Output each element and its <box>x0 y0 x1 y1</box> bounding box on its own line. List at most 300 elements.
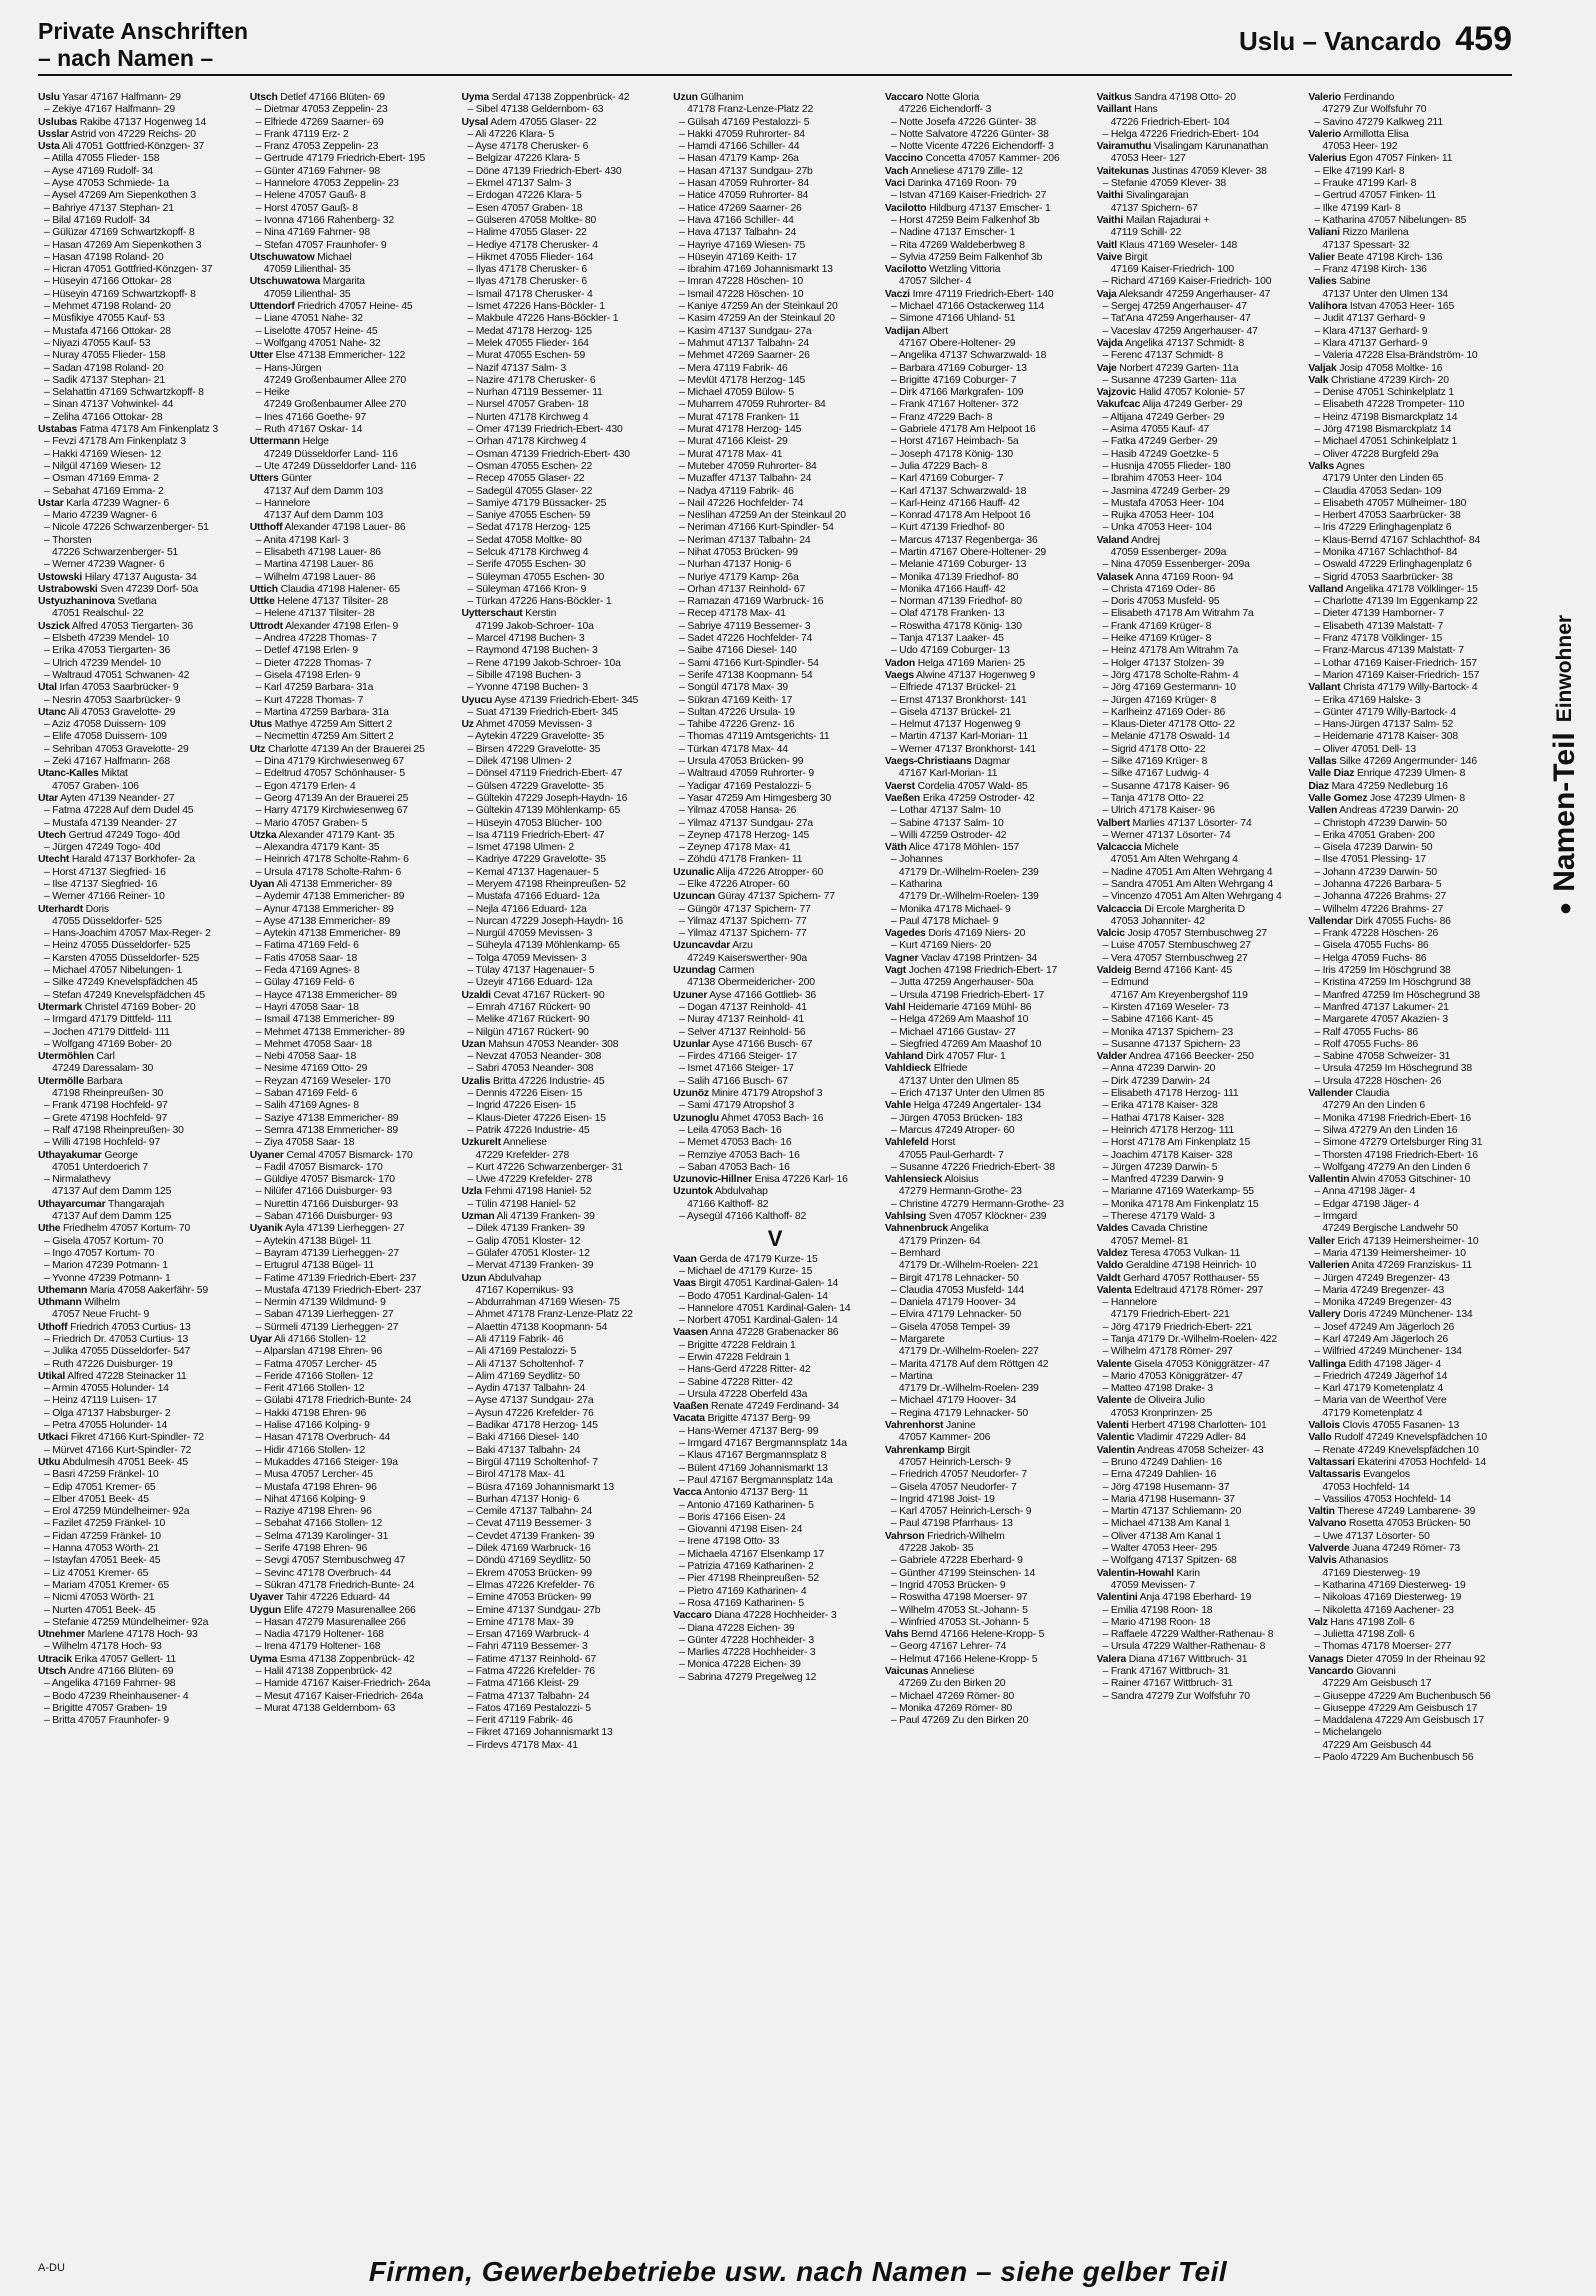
directory-entry <box>1097 289 1301 301</box>
entry-text: Hans <box>1134 104 1158 116</box>
directory-entry <box>885 633 1089 645</box>
directory-entry <box>1308 731 1512 743</box>
directory-entry <box>1308 1100 1512 1112</box>
directory-entry <box>38 1568 242 1580</box>
entry-text: – Zeki 47167 Halfmann- 268 <box>44 756 170 768</box>
directory-entry <box>673 178 877 190</box>
surname: Utermöhlen <box>38 1051 94 1063</box>
directory-entry <box>38 781 242 793</box>
directory-entry <box>38 731 242 743</box>
entry-text: – Yvonne 47198 Buchen- 3 <box>467 682 588 694</box>
directory-entry <box>250 1506 454 1518</box>
entry-text: – Sergej 47259 Angerhauser- 47 <box>1102 301 1247 313</box>
entry-text: – Andrea 47228 Thomas- 7 <box>255 633 377 645</box>
directory-entry <box>885 1617 1089 1629</box>
directory-entry <box>1308 1691 1512 1703</box>
entry-text: – Maria van de Weerthof Vere <box>1314 1395 1447 1407</box>
entry-text: Edeltraud 47178 Römer- 297 <box>1134 1284 1264 1296</box>
directory-entry <box>673 547 877 559</box>
entry-text: – Edip 47051 Kremer- 65 <box>44 1481 156 1493</box>
entry-text: Mahsun 47053 Neander- 308 <box>488 1038 619 1050</box>
directory-entry <box>885 1014 1089 1026</box>
entry-text: – Ahmet 47178 Franz-Lenze-Platz 22 <box>467 1309 633 1321</box>
entry-text: – Fatima 47169 Feld- 6 <box>255 940 359 952</box>
entry-text: – Kurt 47139 Friedhof- 80 <box>890 522 1005 534</box>
entry-text: – Sadegül 47055 Glaser- 22 <box>467 485 593 497</box>
entry-text: – Neriman 47166 Kurt-Spindler- 54 <box>679 522 834 534</box>
directory-entry <box>250 166 454 178</box>
surname: Valdo <box>1096 1260 1124 1272</box>
entry-text: – Nadia 47179 Holtener- 168 <box>255 1629 384 1641</box>
directory-entry <box>38 1236 242 1248</box>
directory-entry <box>1097 203 1301 215</box>
entry-text: Andreas 47058 Scheizer- 43 <box>1136 1444 1264 1456</box>
directory-entry <box>38 473 242 485</box>
directory-entry <box>673 1364 877 1376</box>
directory-entry <box>250 227 454 239</box>
entry-text: 47137 Auf dem Damm 103 <box>263 485 383 497</box>
entry-text: – Bülent 47169 Johannismarkt 13 <box>679 1462 828 1474</box>
directory-entry <box>38 621 242 633</box>
directory-entry <box>673 190 877 202</box>
entry-text: – Notte Vicente 47226 Eichendorff- 3 <box>890 141 1054 153</box>
directory-entry <box>38 1039 242 1051</box>
entry-text: – Joachim 47178 Kaiser- 328 <box>1102 1149 1233 1161</box>
entry-text: Ekaterini 47053 Hochfeld- 14 <box>1357 1456 1486 1468</box>
entry-text: – Muzaffer 47137 Talbahn- 24 <box>679 473 812 485</box>
directory-entry <box>250 363 454 375</box>
entry-text: – Jürgen 47169 Krüger- 8 <box>1102 694 1217 706</box>
entry-text: Maria 47058 Aakerfähr- 59 <box>89 1284 208 1296</box>
directory-entry <box>461 1555 665 1567</box>
directory-entry <box>461 793 665 805</box>
entry-text: – Dönsel 47119 Friedrich-Ebert- 47 <box>467 768 623 780</box>
directory-entry <box>1097 608 1301 620</box>
directory-entry <box>38 178 242 190</box>
entry-text: – Hicran 47051 Gottfried-Könzgen- 37 <box>44 264 213 276</box>
entry-text: Gertrud 47249 Togo- 40d <box>68 829 180 841</box>
directory-entry <box>885 854 1089 866</box>
directory-entry <box>1308 1002 1512 1014</box>
directory-entry <box>673 695 877 707</box>
directory-entry <box>250 670 454 682</box>
directory-entry <box>250 1543 454 1555</box>
entry-text: – Elvira 47179 Lehnacker- 50 <box>890 1309 1022 1321</box>
surname: Uygun <box>249 1604 282 1616</box>
entry-text: – Frank 47169 Krüger- 8 <box>1102 620 1212 632</box>
directory-entry <box>461 313 665 325</box>
entry-text: – Günther 47199 Steinschen- 14 <box>890 1567 1036 1579</box>
directory-entry <box>38 436 242 448</box>
entry-text: – Heinrich 47178 Scholte-Rahm- 6 <box>255 854 409 866</box>
directory-entry <box>673 289 877 301</box>
entry-text: – Nejla 47166 Eduard- 12a <box>467 903 587 915</box>
directory-entry <box>885 117 1089 129</box>
directory-entry <box>38 1420 242 1432</box>
entry-text: – Tülin 47198 Haniel- 52 <box>467 1198 576 1210</box>
directory-entry <box>461 658 665 670</box>
entry-text: – Mesut 47167 Kaiser-Friedrich- 264a <box>255 1690 423 1702</box>
entry-text: – Hans-Werner 47137 Berg- 99 <box>679 1425 819 1437</box>
directory-entry <box>885 252 1089 264</box>
directory-entry <box>461 1543 665 1555</box>
entry-text: – Georg 47139 An der Brauerei 25 <box>255 792 409 804</box>
entry-text: Renate 47249 Ferdinand- 34 <box>711 1401 839 1413</box>
header-left <box>38 18 248 72</box>
entry-text: – Murat 47138 Geldernbom- 63 <box>255 1702 396 1714</box>
entry-text: 47137 Spichern- 67 <box>1110 202 1198 214</box>
entry-text: – Erol 47259 Mündelheimer- 92a <box>44 1506 190 1518</box>
entry-text: Visalingam Karunanathan <box>1153 141 1269 153</box>
entry-text: – Claudia 47053 Musfeld- 144 <box>890 1284 1024 1296</box>
directory-entry <box>250 129 454 141</box>
directory-entry <box>1097 1014 1301 1026</box>
entry-text: – Kirsten 47169 Weseler- 73 <box>1102 1001 1229 1013</box>
entry-text: 47053 Kronprinzen- 25 <box>1110 1407 1213 1419</box>
directory-entry <box>885 781 1089 793</box>
entry-text: – Gülabi 47178 Friedrich-Bunte- 24 <box>255 1395 412 1407</box>
directory-entry <box>38 584 242 596</box>
entry-text: – Monika 47178 Michael- 9 <box>890 903 1011 915</box>
directory-entry <box>885 424 1089 436</box>
entry-text: – Semra 47138 Emmericher- 89 <box>255 1124 398 1136</box>
directory-entry <box>250 928 454 940</box>
entry-text: – Sehriban 47053 Gravelotte- 29 <box>44 743 189 755</box>
directory-entry <box>250 1186 454 1198</box>
entry-text: Andrea 47166 Beecker- 250 <box>1128 1051 1254 1063</box>
directory-entry <box>673 1549 877 1561</box>
directory-entry <box>1097 781 1301 793</box>
directory-entry <box>673 1586 877 1598</box>
directory-entry <box>1308 1752 1512 1764</box>
entry-text: – Pietro 47169 Katharinen- 4 <box>679 1585 807 1597</box>
entry-text: – Rolf 47055 Fuchs- 86 <box>1314 1038 1418 1050</box>
surname: Valasek <box>1096 571 1134 583</box>
entry-text: – Ertugrul 47138 Bügel- 11 <box>255 1260 374 1272</box>
directory-entry <box>1097 313 1301 325</box>
directory-entry <box>673 1500 877 1512</box>
directory-entry <box>250 695 454 707</box>
directory-entry <box>885 768 1089 780</box>
entry-text: – Aysun 47226 Krefelder- 76 <box>467 1407 594 1419</box>
entry-text: – Nilgün 47167 Rückert- 90 <box>467 1026 589 1038</box>
entry-text: – Ute 47249 Düsseldorfer Land- 116 <box>255 460 417 472</box>
directory-entry <box>461 928 665 940</box>
entry-text: – Ayse 47053 Schmiede- 1a <box>44 178 169 190</box>
entry-text: Tahir 47226 Eduard- 44 <box>285 1592 390 1604</box>
directory-entry <box>250 1014 454 1026</box>
directory-entry <box>673 670 877 682</box>
directory-entry <box>1308 1162 1512 1174</box>
surname: Vancardo <box>1308 1666 1354 1677</box>
entry-text: Hilary 47137 Augusta- 34 <box>84 571 197 583</box>
directory-entry <box>461 695 665 707</box>
directory-entry <box>461 350 665 362</box>
directory-column <box>250 92 454 2202</box>
directory-entry <box>885 1322 1089 1334</box>
entry-text: 47059 Lilienthal- 35 <box>263 288 351 300</box>
surname: Vallinga <box>1308 1358 1346 1370</box>
entry-text: – Ferit 47119 Fabrik- 46 <box>467 1715 573 1727</box>
directory-column <box>38 92 242 2202</box>
directory-entry <box>1097 1506 1301 1518</box>
entry-text: – Doris 47053 Musfeld- 95 <box>1102 596 1220 608</box>
entry-text: 47119 Schill- 22 <box>1110 227 1182 239</box>
directory-entry <box>673 1174 877 1186</box>
directory-entry <box>673 1199 877 1211</box>
entry-text: – Sükran 47169 Keith- 17 <box>679 694 793 706</box>
directory-entry <box>885 375 1089 387</box>
directory-entry <box>461 461 665 473</box>
directory-entry <box>250 1260 454 1272</box>
directory-entry <box>1097 756 1301 768</box>
directory-entry <box>885 1629 1089 1641</box>
surname: Valvano <box>1308 1518 1347 1530</box>
directory-entry <box>461 1383 665 1395</box>
directory-entry <box>885 990 1089 1002</box>
entry-text: – Silke 47169 Krüger- 8 <box>1102 756 1208 768</box>
directory-entry <box>885 1371 1089 1383</box>
entry-text: – Horst 47178 Am Finkenplatz 15 <box>1102 1137 1251 1149</box>
directory-entry <box>38 424 242 436</box>
directory-entry <box>461 129 665 141</box>
directory-entry <box>673 682 877 694</box>
directory-entry <box>885 276 1089 288</box>
entry-text: – Sigrid 47053 Saarbrücker- 38 <box>1314 571 1453 583</box>
entry-text: 47055 Paul-Gerhardt- 7 <box>898 1149 1004 1161</box>
entry-text: – Dilek 47139 Franken- 39 <box>467 1223 585 1235</box>
entry-text: Elife 47279 Masurenallee 266 <box>283 1604 416 1616</box>
directory-entry <box>250 486 454 498</box>
surname: Utthoff <box>249 522 283 534</box>
directory-entry <box>38 1260 242 1272</box>
entry-text: – Saibe 47166 Diesel- 140 <box>679 645 797 657</box>
surname: Valk <box>1308 374 1329 386</box>
surname: Uyar <box>249 1333 273 1345</box>
entry-text: – Recep 47055 Glaser- 22 <box>467 473 585 485</box>
entry-text: Rizzo Marilena <box>1342 227 1409 239</box>
entry-text: Anja 47198 Eberhard- 19 <box>1139 1592 1252 1604</box>
directory-entry <box>1097 1088 1301 1100</box>
entry-text: – Valeria 47228 Elsa-Brändström- 10 <box>1314 350 1478 362</box>
entry-text: Helga 47249 Angertaler- 134 <box>913 1100 1042 1112</box>
entry-text: – Jürgen 47249 Togo- 40d <box>44 842 161 854</box>
entry-text: – Mera 47119 Fabrik- 46 <box>679 362 788 374</box>
directory-entry <box>38 965 242 977</box>
directory-entry <box>250 399 454 411</box>
directory-entry <box>673 252 877 264</box>
directory-entry <box>250 412 454 424</box>
entry-text: 47179 Dr.-Wilhelm-Roelen- 139 <box>898 891 1039 903</box>
entry-text: – Sabriye 47119 Bessemer- 3 <box>679 620 811 632</box>
entry-text: Helge <box>302 436 329 448</box>
directory-entry <box>885 1051 1089 1063</box>
entry-text: – Cevdet 47139 Franken- 39 <box>467 1530 595 1542</box>
directory-entry <box>1308 1629 1512 1641</box>
entry-text: – Iris 47259 Im Höschgrund 38 <box>1314 965 1451 977</box>
directory-entry <box>1308 436 1512 448</box>
directory-entry <box>885 1359 1089 1371</box>
directory-entry <box>250 891 454 903</box>
directory-entry <box>250 904 454 916</box>
directory-entry <box>38 1703 242 1715</box>
directory-entry <box>885 682 1089 694</box>
entry-text: 47059 Lilienthal- 35 <box>263 264 351 276</box>
directory-entry <box>250 707 454 719</box>
directory-entry <box>673 818 877 830</box>
entry-text: – Gülüzar 47169 Schwartzkopff- 8 <box>44 227 195 239</box>
directory-entry <box>250 1629 454 1641</box>
directory-entry <box>673 1002 877 1014</box>
entry-text: – Nurcan 47229 Joseph-Haydn- 16 <box>467 915 623 927</box>
directory-entry <box>1308 1678 1512 1690</box>
directory-entry <box>885 584 1089 596</box>
entry-text: 47138 Obermeidericher- 200 <box>687 977 815 989</box>
entry-text: – Marlies 47228 Hochheider- 3 <box>679 1647 816 1659</box>
directory-entry <box>1097 1162 1301 1174</box>
directory-entry <box>461 1039 665 1051</box>
directory-entry <box>461 1691 665 1703</box>
entry-text: Irfan 47053 Saarbrücker- 9 <box>59 682 179 694</box>
entry-text: – Melike 47167 Rückert- 90 <box>467 1014 590 1026</box>
directory-entry <box>1308 805 1512 817</box>
surname: Vallender <box>1308 1088 1353 1100</box>
directory-entry <box>673 1150 877 1162</box>
directory-entry <box>673 940 877 952</box>
entry-text: – Birgül 47119 Scholtenhof- 7 <box>467 1456 598 1468</box>
entry-text: – Liselotte 47057 Heine- 45 <box>255 325 378 337</box>
directory-entry <box>673 1475 877 1487</box>
entry-text: – Medat 47178 Herzog- 125 <box>467 325 592 337</box>
entry-text: – Dilek 47198 Ulmen- 2 <box>467 756 572 768</box>
directory-entry <box>250 768 454 780</box>
directory-entry <box>461 1285 665 1297</box>
entry-text: – Selcuk 47178 Kirchweg 4 <box>467 546 589 558</box>
entry-text: – Marion 47239 Potmann- 1 <box>44 1260 168 1272</box>
directory-entry <box>673 621 877 633</box>
entry-text: Serdal 47138 Zoppenbrück- 42 <box>491 92 630 103</box>
directory-entry <box>38 1346 242 1358</box>
directory-entry <box>250 621 454 633</box>
directory-entry <box>1308 1063 1512 1075</box>
directory-entry <box>673 1561 877 1573</box>
entry-text: – Süheyla 47139 Möhlenkamp- 65 <box>467 940 620 952</box>
entry-text: – Fikret 47169 Johannismarkt 13 <box>467 1727 613 1739</box>
entry-text: Rakibe 47137 Hogenweg 14 <box>79 116 207 128</box>
entry-text: – Margarete 47057 Akazien- 3 <box>1314 1014 1448 1026</box>
directory-entry <box>885 1125 1089 1137</box>
entry-text: – Alexandra 47179 Kant- 35 <box>255 842 380 854</box>
directory-entry <box>673 1610 877 1622</box>
entry-text: – Wolfgang 47137 Spitzen- 68 <box>1102 1555 1237 1567</box>
entry-text: – Yadigar 47169 Pestalozzi- 5 <box>679 780 812 792</box>
surname: Valdt <box>1096 1272 1121 1284</box>
directory-entry <box>885 338 1089 350</box>
directory-entry <box>1308 375 1512 387</box>
directory-entry <box>38 1002 242 1014</box>
directory-entry <box>250 1063 454 1075</box>
entry-text: – Neriman 47137 Talbahn- 24 <box>679 534 811 546</box>
entry-text: – Giuseppe 47229 Am Buchenbusch 56 <box>1314 1690 1491 1702</box>
directory-entry <box>461 670 665 682</box>
entry-text: – Katharina 47169 Diesterweg- 19 <box>1314 1579 1466 1591</box>
directory-entry <box>1308 1223 1512 1235</box>
directory-entry <box>38 1457 242 1469</box>
directory-entry <box>461 1359 665 1371</box>
entry-text: – Anna 47239 Darwin- 20 <box>1102 1063 1216 1075</box>
directory-entry <box>461 1482 665 1494</box>
surname: Uyma <box>461 92 489 103</box>
directory-entry <box>673 1266 877 1278</box>
entry-text: Alfred 47228 Steinacker 11 <box>67 1370 187 1382</box>
entry-text: – Emine 47137 Sundgau- 27b <box>467 1604 601 1616</box>
directory-entry <box>1097 928 1301 940</box>
directory-entry <box>250 608 454 620</box>
directory-entry <box>461 1162 665 1174</box>
directory-entry <box>1308 1395 1512 1407</box>
surname: Valentic <box>1096 1432 1135 1444</box>
entry-text: – Maria 47139 Heimersheimer- 10 <box>1314 1247 1466 1259</box>
entry-text: – Nikoletta 47169 Aachener- 23 <box>1314 1604 1454 1616</box>
entry-text: – Mehmet 47058 Saar- 18 <box>255 1038 372 1050</box>
entry-text: – Fatis 47058 Saar- 18 <box>255 952 358 964</box>
surname: Vakufcac <box>1096 399 1141 411</box>
entry-text: Doris 47169 Niers- 20 <box>928 928 1026 940</box>
directory-entry <box>1308 1076 1512 1088</box>
directory-entry <box>461 1186 665 1198</box>
directory-entry <box>1097 1432 1301 1444</box>
directory-entry <box>673 1389 877 1401</box>
entry-text: Minire 47179 Atropshof 3 <box>711 1088 823 1100</box>
directory-entry <box>461 1113 665 1125</box>
directory-entry <box>1097 1457 1301 1469</box>
directory-entry <box>38 1518 242 1530</box>
entry-text: – Osman 47169 Emma- 2 <box>44 473 159 485</box>
entry-text: 47053 Hochfeld- 14 <box>1322 1481 1410 1493</box>
directory-entry <box>1097 141 1301 153</box>
directory-entry <box>673 412 877 424</box>
directory-entry <box>250 1346 454 1358</box>
entry-text: – Monika 47137 Spichern- 23 <box>1102 1026 1233 1038</box>
directory-entry <box>673 1327 877 1339</box>
directory-entry <box>885 1383 1089 1395</box>
directory-entry <box>885 658 1089 670</box>
directory-entry <box>1308 1334 1512 1346</box>
directory-entry <box>885 621 1089 633</box>
entry-text: de Oliveira Julio <box>1134 1395 1205 1407</box>
entry-text: 47053 Heer- 127 <box>1110 153 1186 165</box>
entry-text: Kerstin <box>525 608 557 620</box>
directory-entry <box>461 227 665 239</box>
entry-text: Ayten 47139 Neander- 27 <box>60 792 175 804</box>
entry-text: 47167 Karl-Morian- 11 <box>898 768 998 780</box>
entry-text: – Nicmi 47053 Wörth- 21 <box>44 1592 155 1604</box>
entry-text: – Saban 47169 Feld- 6 <box>255 1088 358 1100</box>
entry-text: – Emine 47178 Max- 39 <box>467 1616 574 1628</box>
directory-entry <box>1308 1482 1512 1494</box>
directory-entry <box>1097 301 1301 313</box>
entry-text: Marlies 47137 Lösorter- 74 <box>1132 817 1252 829</box>
entry-text: – Murat 47178 Max- 41 <box>679 448 783 460</box>
surname: Vallerien <box>1308 1260 1350 1272</box>
directory-entry <box>885 1162 1089 1174</box>
directory-entry <box>1097 1223 1301 1235</box>
entry-text: – Fatma 47057 Lercher- 45 <box>255 1358 377 1370</box>
entry-text: – Muharrem 47059 Ruhrorter- 84 <box>679 399 826 411</box>
directory-entry <box>1308 117 1512 129</box>
page-number: 459 <box>1455 20 1512 58</box>
entry-text: – Oliver 47051 Dell- 13 <box>1314 743 1416 755</box>
